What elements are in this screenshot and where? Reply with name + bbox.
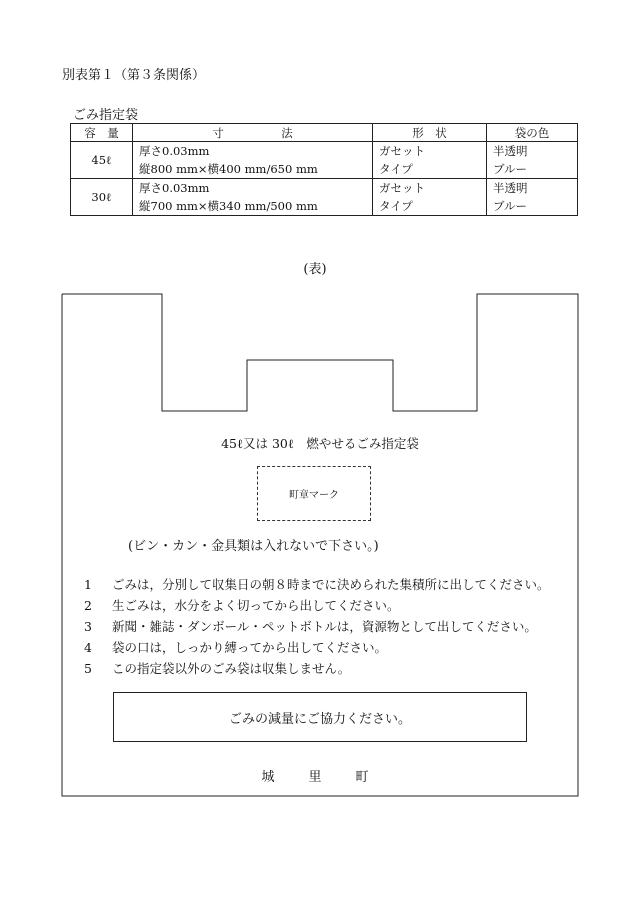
no-metal-note: (ビン・カン・金具類は入れないで下さい。) bbox=[128, 539, 379, 554]
figure-label: (表) bbox=[303, 262, 327, 277]
list-item bbox=[84, 637, 550, 658]
dimension-cell: 縦700 mm×横340 mm/500 mm bbox=[133, 197, 373, 216]
rule-text: 生ごみは，水分をよく切ってから出してください。 bbox=[112, 598, 400, 613]
rule-text: 新聞・雑誌・ダンボール・ペットボトルは，資源物として出してください。 bbox=[112, 619, 537, 634]
list-item bbox=[84, 616, 550, 637]
list-item bbox=[84, 658, 550, 679]
shape-cell: ガセット bbox=[373, 179, 487, 198]
rule-number: 5 bbox=[84, 661, 92, 676]
rule-text: 袋の口は，しっかり縛ってから出してください。 bbox=[112, 640, 388, 655]
emblem-label: 町章マーク bbox=[289, 490, 339, 501]
rule-text: ごみは，分別して収集日の朝８時までに決められた集積所に出してください。 bbox=[112, 577, 550, 592]
color-cell: ブルー bbox=[487, 160, 578, 179]
header-volume: 容 量 bbox=[71, 124, 133, 142]
rule-number: 1 bbox=[84, 577, 92, 592]
bag-title: 45ℓ又は 30ℓ 燃やせるごみ指定袋 bbox=[221, 436, 419, 451]
dimension-cell: 縦800 mm×横400 mm/650 mm bbox=[133, 160, 373, 179]
volume-cell: 30ℓ bbox=[71, 179, 133, 216]
list-item bbox=[84, 574, 550, 595]
shape-cell: タイプ bbox=[373, 160, 487, 179]
list-item bbox=[84, 595, 550, 616]
table-caption: ごみ指定袋 bbox=[73, 108, 139, 123]
color-cell: 半透明 bbox=[487, 179, 578, 198]
cooperation-text: ごみの減量にご協力ください。 bbox=[228, 711, 411, 727]
shape-cell: ガセット bbox=[373, 142, 487, 161]
rule-number: 4 bbox=[84, 640, 92, 655]
town-name-char: 里 bbox=[308, 770, 322, 785]
disposal-rules-list bbox=[84, 574, 550, 679]
town-emblem-placeholder bbox=[257, 466, 371, 521]
color-cell: 半透明 bbox=[487, 142, 578, 161]
dimension-cell: 厚さ0.03mm bbox=[133, 142, 373, 161]
cooperation-banner bbox=[113, 692, 527, 742]
town-name bbox=[0, 766, 630, 785]
rule-number: 2 bbox=[84, 598, 92, 613]
shape-cell: タイプ bbox=[373, 197, 487, 216]
color-cell: ブルー bbox=[487, 197, 578, 216]
town-name-char: 城 bbox=[261, 770, 275, 785]
rule-text: この指定袋以外のごみ袋は収集しません。 bbox=[112, 661, 351, 676]
volume-cell: 45ℓ bbox=[71, 142, 133, 179]
header-color: 袋の色 bbox=[487, 124, 578, 142]
header-shape: 形 状 bbox=[373, 124, 487, 142]
dimension-cell: 厚さ0.03mm bbox=[133, 179, 373, 198]
document-title: 別表第１（第３条関係） bbox=[62, 68, 206, 83]
town-name-char: 町 bbox=[355, 770, 369, 785]
header-dimensions: 寸 法 bbox=[133, 124, 373, 142]
rule-number: 3 bbox=[84, 619, 92, 634]
